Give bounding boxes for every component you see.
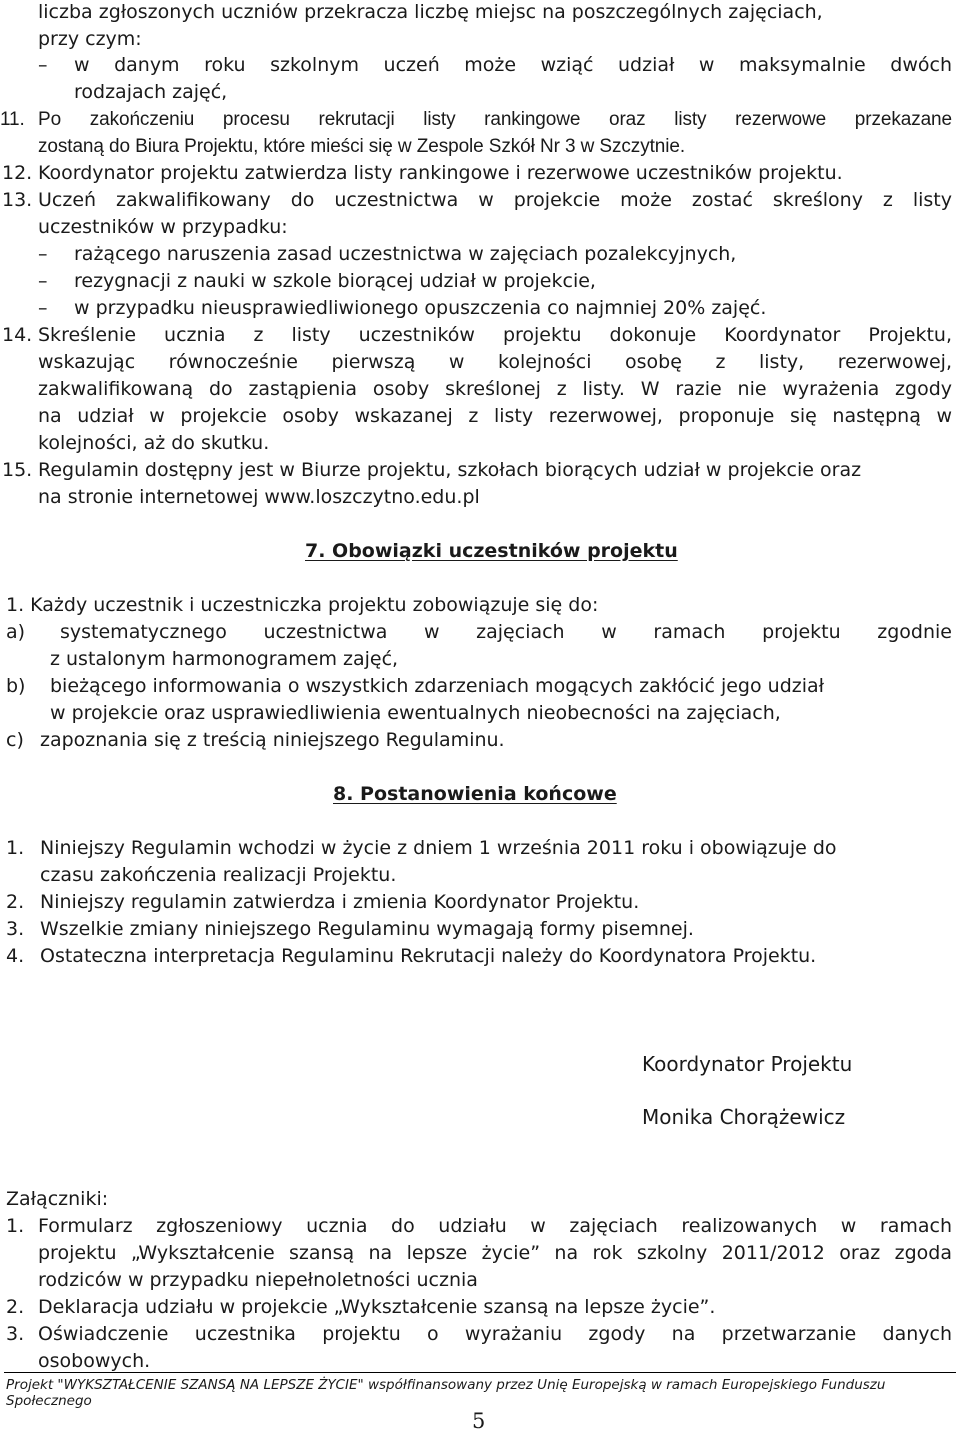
- attachment-item-cont: rodziców w przypadku niepełnoletności ucznia: [38, 1269, 478, 1291]
- item-number: 1.: [6, 837, 25, 859]
- list-item-cont: na udział w projekcie osoby wskazanej z listy rezerwowej, proponuje się następną w: [38, 405, 952, 427]
- dash-bullet: –: [38, 270, 48, 292]
- attachment-item: Formularz zgłoszeniowy ucznia do udziału w zajęciach realizowanych w ramach: [38, 1215, 952, 1237]
- list-item: bieżącego informowania o wszystkich zdarzeniach mogących zakłócić jego udział: [50, 675, 825, 697]
- item-number: 2.: [6, 1296, 25, 1318]
- list-item: Niniejszy Regulamin wchodzi w życie z dniem 1 września 2011 roku i obowiązuje do: [40, 837, 837, 859]
- page-number: 5: [472, 1409, 486, 1433]
- list-item: Regulamin dostępny jest w Biurze projektu, szkołach biorących udział w projekcie oraz: [38, 459, 862, 481]
- list-item: Skreślenie ucznia z listy uczestników projektu dokonuje Koordynator Projektu,: [38, 324, 952, 346]
- dash-item-cont: rodzajach zajęć,: [74, 81, 228, 103]
- item-number: 1.: [6, 1215, 25, 1237]
- item-number: 3.: [6, 918, 25, 940]
- section-heading: 7. Obowiązki uczestników projektu: [305, 540, 678, 562]
- item-label: a): [6, 621, 26, 643]
- dash-item: w przypadku nieusprawiedliwionego opuszczenia co najmniej 20% zajęć.: [74, 297, 767, 319]
- item-number: 12.: [2, 162, 33, 184]
- dash-item: rażącego naruszenia zasad uczestnictwa w zajęciach pozalekcyjnych,: [74, 243, 737, 265]
- list-item-cont: na stronie internetowej www.loszczytno.edu.pl: [38, 486, 480, 508]
- list-item-cont: czasu zakończenia realizacji Projektu.: [40, 864, 397, 886]
- item-number: 3.: [6, 1323, 25, 1345]
- item-number: 2.: [6, 891, 25, 913]
- list-item-cont: w projekcie oraz usprawiedliwienia ewentualnych nieobecności na zajęciach,: [50, 702, 781, 724]
- item-number: 13.: [2, 189, 33, 211]
- section-heading: 8. Postanowienia końcowe: [333, 783, 617, 805]
- list-item: systematycznego uczestnictwa w zajęciach w ramach projektu zgodnie: [60, 621, 952, 643]
- item-number: 14.: [2, 324, 33, 346]
- list-item: Po zakończeniu procesu rekrutacji listy rankingowe oraz listy rezerwowe przekazane: [38, 109, 952, 130]
- dash-item: rezygnacji z nauki w szkole biorącej udział w projekcie,: [74, 270, 596, 292]
- list-item-cont: uczestników w przypadku:: [38, 216, 288, 238]
- list-item-cont: zakwalifikowaną do zastąpienia osoby skreślonej z listy. W razie nie wyrażenia zgody: [38, 378, 952, 400]
- list-item: Ostateczna interpretacja Regulaminu Rekrutacji należy do Koordynatora Projektu.: [40, 945, 817, 967]
- dash-bullet: –: [38, 297, 48, 319]
- paragraph-line: 1. Każdy uczestnik i uczestniczka projektu zobowiązuje się do:: [6, 594, 599, 616]
- item-label: b): [6, 675, 26, 697]
- signature-role: Koordynator Projektu: [642, 1052, 853, 1076]
- dash-bullet: –: [38, 243, 48, 265]
- paragraph-line: przy czym:: [38, 28, 142, 50]
- item-number: 11.: [0, 109, 25, 130]
- list-item-cont: z ustalonym harmonogramem zajęć,: [50, 648, 399, 670]
- list-item-cont: kolejności, aż do skutku.: [38, 432, 270, 454]
- list-item: Niniejszy regulamin zatwierdza i zmienia Koordynator Projektu.: [40, 891, 640, 913]
- attachment-item-cont: osobowych.: [38, 1350, 151, 1372]
- signature-name: Monika Chorążewicz: [642, 1105, 846, 1129]
- list-item: Uczeń zakwalifikowany do uczestnictwa w projekcie może zostać skreślony z listy: [38, 189, 952, 211]
- list-item-cont: zostaną do Biura Projektu, które mieści się w Zespole Szkół Nr 3 w Szczytnie.: [38, 136, 686, 157]
- attachment-item: Deklaracja udziału w projekcie „Wykształcenie szansą na lepsze życie”.: [38, 1296, 716, 1318]
- attachment-item-cont: projektu „Wykształcenie szansą na lepsze życie” na rok szkolny 2011/2012 oraz zgoda: [38, 1242, 952, 1264]
- item-label: c): [6, 729, 24, 751]
- item-number: 4.: [6, 945, 25, 967]
- footer-text: Projekt "WYKSZTAŁCENIE SZANSĄ NA LEPSZE ŻYCIE" współfinansowany przez Unię Europejską w ramach Europejskiego Funduszu Społecznego: [6, 1377, 886, 1409]
- footer-rule: [4, 1372, 956, 1373]
- list-item: Koordynator projektu zatwierdza listy rankingowe i rezerwowe uczestników projektu.: [38, 162, 843, 184]
- list-item-cont: wskazując równocześnie pierwszą w kolejności osobę z listy, rezerwowej,: [38, 351, 952, 373]
- list-item: Wszelkie zmiany niniejszego Regulaminu wymagają formy pisemnej.: [40, 918, 694, 940]
- item-number: 15.: [2, 459, 33, 481]
- dash-item: w danym roku szkolnym uczeń może wziąć udział w maksymalnie dwóch: [74, 54, 952, 76]
- attachment-item: Oświadczenie uczestnika projektu o wyrażaniu zgody na przetwarzanie danych: [38, 1323, 952, 1345]
- list-item: zapoznania się z treścią niniejszego Regulaminu.: [40, 729, 505, 751]
- attachments-label: Załączniki:: [6, 1188, 109, 1210]
- dash-bullet: –: [38, 54, 48, 76]
- paragraph-line: liczba zgłoszonych uczniów przekracza liczbę miejsc na poszczególnych zajęciach,: [38, 1, 823, 23]
